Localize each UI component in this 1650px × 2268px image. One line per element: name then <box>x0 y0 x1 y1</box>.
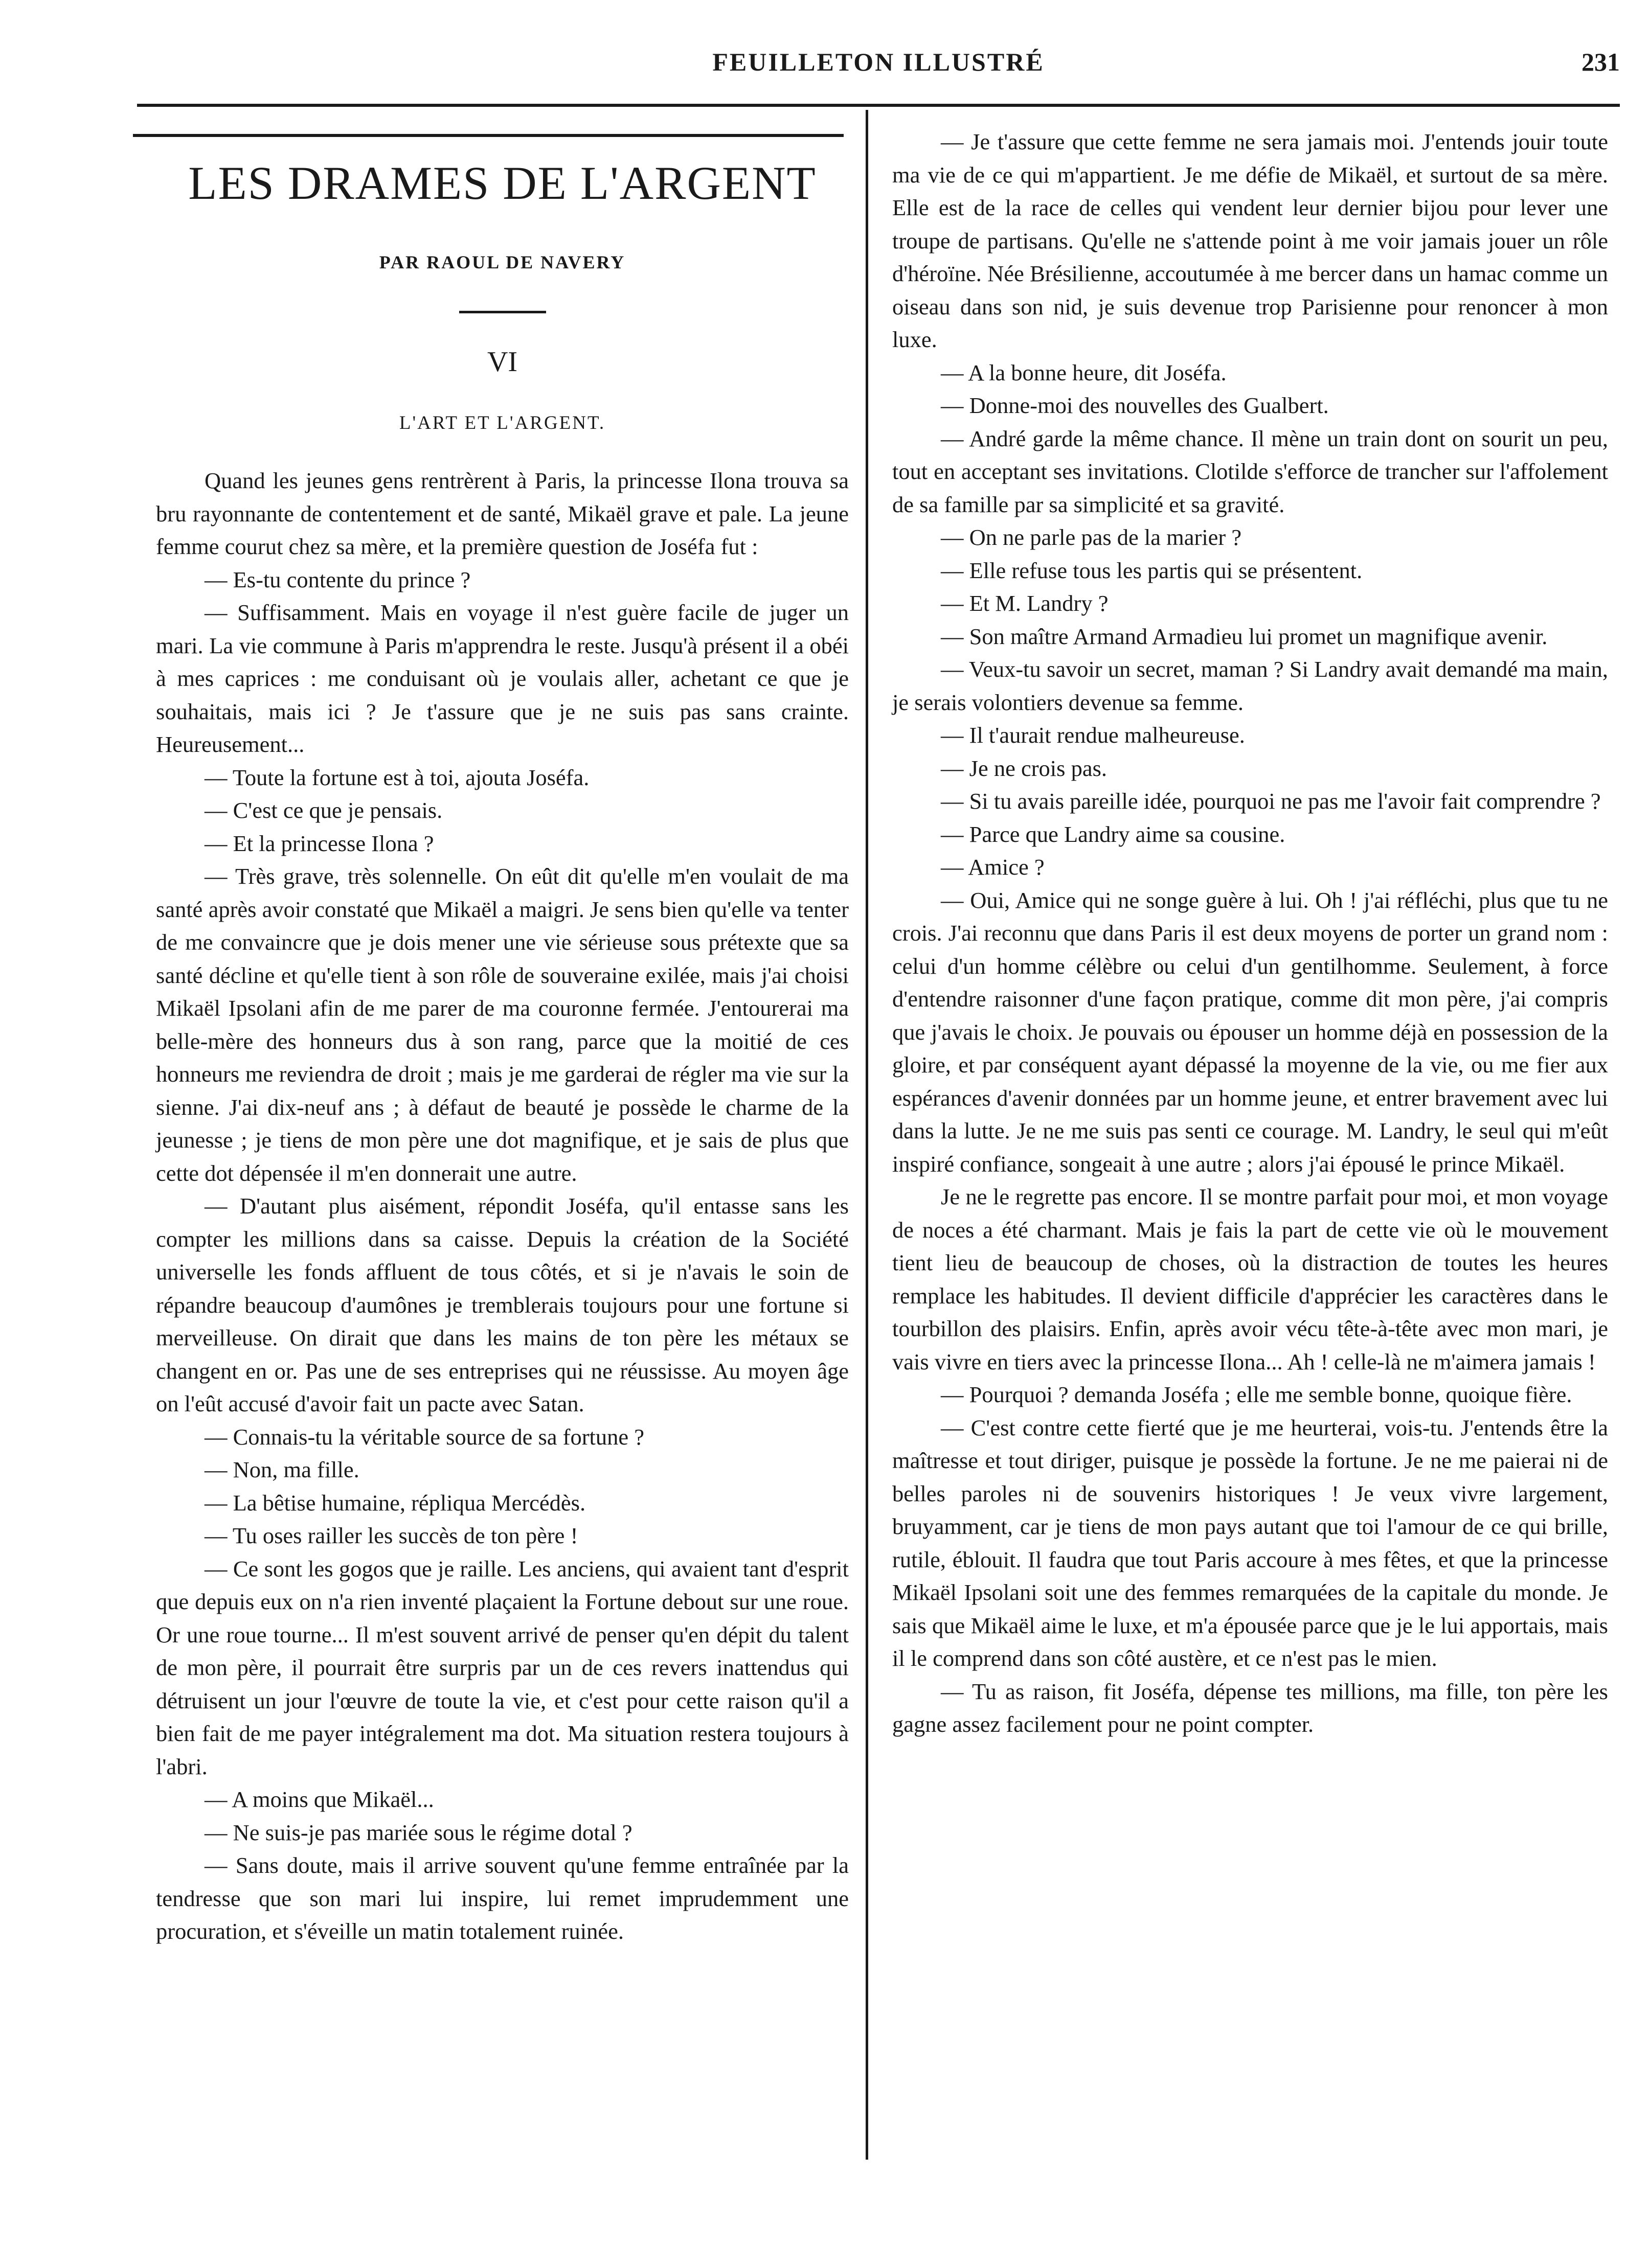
paragraph: — Pourquoi ? demanda Joséfa ; elle me semble bonne, quoique fière. <box>941 1382 1572 1407</box>
paragraph: — Et la princesse Ilona ? <box>205 830 434 856</box>
paragraph: Quand les jeunes gens rentrèrent à Paris, la princesse Ilona trouva sa bru rayonnante de contentement et de santé, Mikaël grave et pale. La jeune femme courut chez sa mère, et la première question de Joséfa fut : <box>156 468 849 559</box>
paragraph: Je ne le regrette pas encore. Il se montre parfait pour moi, et mon voyage de noces a été charmant. Mais je fais la part de cette vie où le mouvement tient lieu de beaucoup de choses, où la distraction de toutes les heures remplace les habitudes. Il devient difficile d'apprécier les caractères dans le tourbillon des plaisirs. Enfin, après avoir vécu tête-à-tête avec mon mari, je vais vivre en tiers avec la princesse Ilona... Ah ! celle-là ne m'aimera jamais ! <box>892 1184 1608 1374</box>
chapter-number: VI <box>487 346 518 378</box>
paragraph: — Et M. Landry ? <box>941 590 1109 616</box>
article-title: LES DRAMES DE L'ARGENT <box>188 157 817 209</box>
chapter-title: L'ART ET L'ARGENT. <box>399 413 606 433</box>
paragraph: — Toute la fortune est à toi, ajouta Joséfa. <box>205 764 590 790</box>
paragraph: — Elle refuse tous les partis qui se présentent. <box>941 557 1363 583</box>
paragraph: — Parce que Landry aime sa cousine. <box>941 821 1285 847</box>
left-paragraphs <box>156 464 849 1948</box>
paragraph: — A la bonne heure, dit Joséfa. <box>941 359 1227 385</box>
column-divider <box>866 110 868 2160</box>
right-paragraphs <box>892 125 1608 1741</box>
header-rule <box>137 104 1620 107</box>
paragraph: — Ne suis-je pas mariée sous le régime dotal ? <box>205 1819 632 1845</box>
paragraph: — A moins que Mikaël... <box>205 1786 434 1812</box>
paragraph: — Tu oses railler les succès de ton père ! <box>205 1523 578 1548</box>
paragraph: — C'est contre cette fierté que je me heurterai, vois-tu. J'entends être la maîtresse et tout diriger, puisque je possède la fortune. Je ne me paierai ni de belles paroles ni de souvenirs historiques ! Je veux vivre largement, bruyamment, car je tiens de mon pays autant que toi l'amour de ce qui brille, rutile, éblouit. Il faudra que tout Paris accoure à mes fêtes, et que la princesse Mikaël Ipsolani soit une des femmes remarquées de la capitale du monde. Je sais que Mikaël aime le luxe, et m'a épousée parce que je le lui apportais, mais il le comprend dans son côté austère, et ce n'est pas le mien. <box>892 1414 1608 1671</box>
paragraph: — Très grave, très solennelle. On eût dit qu'elle m'en voulait de ma santé après avoir constaté que Mikaël a maigri. Je sens bien qu'elle va tenter de me convaincre que je dois mener une vie sérieuse sous prétexte que sa santé décline et qu'elle tient à son rôle de souveraine exilée, mais j'ai choisi Mikaël Ipsolani afin de me parer de ma couronne fermée. J'entourerai ma belle-mère des honneurs dus à son rang, parce que la moitié de ces honneurs me reviendra de droit ; mais je me garderai de régler ma vie sur la sienne. J'ai dix-neuf ans ; à défaut de beauté je possède le charme de la jeunesse ; je tiens de mon père une dot magnifique, et je sais de plus que cette dot dépensée il m'en donnerait une autre. <box>156 863 849 1186</box>
paragraph: — D'autant plus aisément, répondit Joséfa, qu'il entasse sans les compter les millions dans sa caisse. Depuis la création de la Société universelle les fonds affluent de tous côtés, et si je n'avais le soin de répandre beaucoup d'aumônes je tremblerais toujours pour une fortune si merveilleuse. On dirait que dans les mains de ton père les métaux se changent en or. Pas une de ses entreprises qui ne réussisse. Au moyen âge on l'eût accusé d'avoir fait un pacte avec Satan. <box>156 1193 849 1416</box>
short-rule <box>459 311 546 313</box>
page-number: 231 <box>1581 48 1620 76</box>
paragraph: — Je ne crois pas. <box>941 755 1107 781</box>
paragraph: — Son maître Armand Armadieu lui promet un magnifique avenir. <box>941 623 1548 649</box>
paragraph: — Non, ma fille. <box>205 1457 359 1482</box>
paragraph: — Donne-moi des nouvelles des Gualbert. <box>941 393 1329 418</box>
right-column <box>892 125 1608 1741</box>
paragraph: — Il t'aurait rendue malheureuse. <box>941 722 1245 748</box>
running-title: FEUILLETON ILLUSTRÉ <box>712 48 1045 76</box>
paragraph: — Suffisamment. Mais en voyage il n'est guère facile de juger un mari. La vie commune à Paris m'apprendra le reste. Jusqu'à présent il a obéi à mes caprices : me conduisant où je voulais aller, achetant ce que je souhaitais, mais ici ? Je t'assure que je ne suis pas sans crainte. Heureusement... <box>156 600 849 757</box>
paragraph: — On ne parle pas de la marier ? <box>941 524 1242 550</box>
paragraph: — Je t'assure que cette femme ne sera jamais moi. J'entends jouir toute ma vie de ce qui m'appartient. Je me défie de Mikaël, et surtout de sa mère. Elle est de la race de celles qui vendent leur dernier bijou pour lever une troupe de partisans. Qu'elle ne s'attende point à me voir jamais jouer un rôle d'héroïne. Née Brésilienne, accoutumée à me bercer dans un hamac comme un oiseau dans son nid, je suis devenue trop Parisienne pour renoncer à mon luxe. <box>892 129 1608 352</box>
paragraph: — Es-tu contente du prince ? <box>205 566 471 592</box>
paragraph: — C'est ce que je pensais. <box>205 797 443 823</box>
paragraph: — Amice ? <box>941 854 1045 880</box>
paragraph: — André garde la même chance. Il mène un train dont on sourit un peu, tout en acceptant ses invitations. Clotilde s'efforce de trancher sur l'affolement de sa famille par sa simplicité et sa gravité. <box>892 425 1608 517</box>
paragraph: — La bêtise humaine, répliqua Mercédès. <box>205 1490 586 1516</box>
running-header <box>137 47 1620 88</box>
paragraph: — Tu as raison, fit Joséfa, dépense tes millions, ma fille, ton père les gagne assez facilement pour ne point compter. <box>892 1678 1608 1737</box>
left-column <box>156 134 849 1948</box>
paragraph: — Connais-tu la véritable source de sa fortune ? <box>205 1424 645 1450</box>
title-rule <box>133 134 844 137</box>
paragraph: — Si tu avais pareille idée, pourquoi ne pas me l'avoir fait comprendre ? <box>941 788 1601 814</box>
byline: PAR RAOUL DE NAVERY <box>379 252 626 272</box>
paragraph: — Veux-tu savoir un secret, maman ? Si Landry avait demandé ma main, je serais volontiers devenue sa femme. <box>892 656 1608 715</box>
paragraph: — Sans doute, mais il arrive souvent qu'une femme entraînée par la tendresse que son mari lui inspire, lui remet imprudemment une procuration, et s'éveille un matin totalement ruinée. <box>156 1852 849 1944</box>
paragraph: — Ce sont les gogos que je raille. Les anciens, qui avaient tant d'esprit que depuis eux on n'a rien inventé plaçaient la Fortune debout sur une roue. Or une roue tourne... Il m'est souvent arrivé de penser qu'en dépit du talent de mon père, il pourrait être surpris par un de ces revers inattendus qui détruisent un jour l'œuvre de toute la vie, et c'est pour cette raison qu'il a bien fait de me payer intégralement ma dot. Ma situation restera toujours à l'abri. <box>156 1555 849 1779</box>
paragraph: — Oui, Amice qui ne songe guère à lui. Oh ! j'ai réfléchi, plus que tu ne crois. J'ai reconnu que dans Paris il est deux moyens de porter un grand nom : celui d'un homme célèbre ou celui d'un gentilhomme. Seulement, à force d'entendre raisonner d'une façon pratique, comme dit mon père, j'ai compris que j'avais le choix. Je pouvais ou épouser un homme déjà en possession de la gloire, et par conséquent ayant dépassé la moyenne de la vie, ou me fier aux espérances d'avenir données par un homme jeune, et entrer bravement avec lui dans la lutte. Je ne me suis pas senti ce courage. M. Landry, le seul qui m'eût inspiré confiance, songeait à une autre ; alors j'ai épousé le prince Mikaël. <box>892 887 1608 1177</box>
